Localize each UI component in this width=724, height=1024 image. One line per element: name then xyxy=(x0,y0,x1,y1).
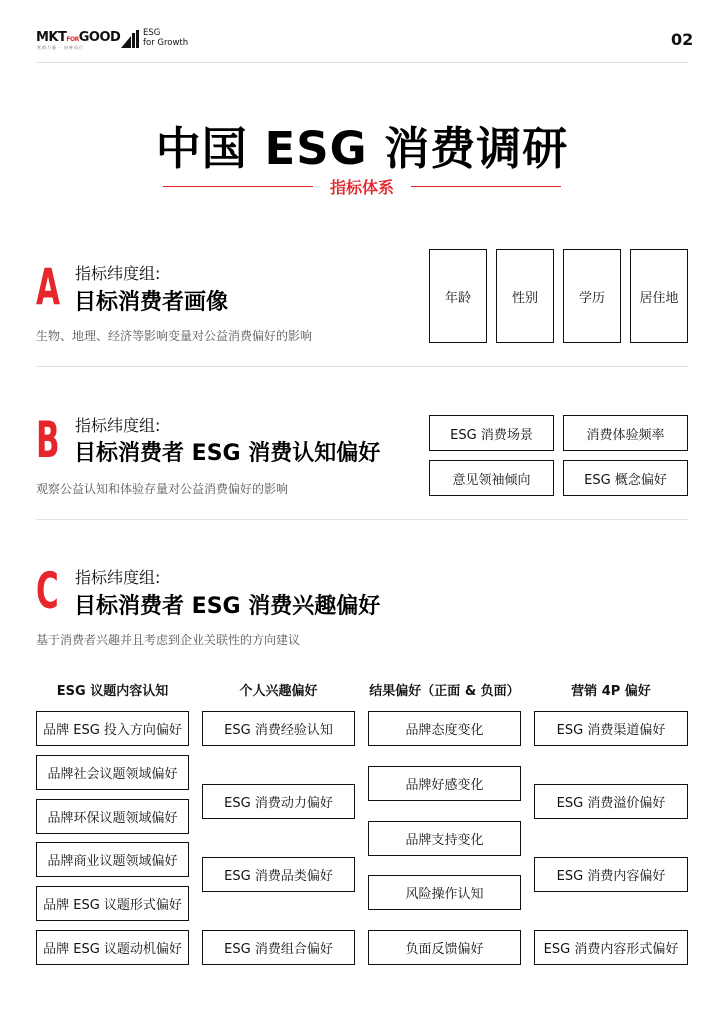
section-c-label: 指标纬度组: xyxy=(75,568,161,587)
header-divider xyxy=(36,62,688,63)
section-b-label: 指标纬度组: xyxy=(75,416,161,435)
column-1-item: 品牌 ESG 议题动机偏好 xyxy=(36,930,189,965)
column-3-item: 负面反馈偏好 xyxy=(368,930,521,965)
subtitle-line-left xyxy=(163,186,313,187)
column-4-item: ESG 消费渠道偏好 xyxy=(534,711,688,746)
section-a-tag: 年龄 xyxy=(429,249,487,343)
column-2-item: ESG 消费组合偏好 xyxy=(202,930,355,965)
page-title: 中国 ESG 消费调研 xyxy=(155,122,569,175)
column-4-item: ESG 消费溢价偏好 xyxy=(534,784,688,819)
section-a-tag: 性别 xyxy=(496,249,554,343)
column-2-item: ESG 消费动力偏好 xyxy=(202,784,355,819)
column-1-item: 品牌 ESG 投入方向偏好 xyxy=(36,711,189,746)
section-c-heading: 目标消费者 ESG 消费兴趣偏好 xyxy=(74,594,381,619)
section-a-tag: 学历 xyxy=(563,249,621,343)
esg-logo-line1: ESG xyxy=(143,28,161,38)
column-1-item: 品牌商业议题领域偏好 xyxy=(36,842,189,877)
column-header: 营销 4P 偏好 xyxy=(571,684,651,699)
column-3-item: 品牌态度变化 xyxy=(368,711,521,746)
section-a-tag: 居住地 xyxy=(630,249,688,343)
subtitle-line-right xyxy=(411,186,561,187)
column-4-item: ESG 消费内容形式偏好 xyxy=(534,930,688,965)
page-header xyxy=(0,0,724,64)
section-b-letter: B xyxy=(36,411,60,469)
column-header: ESG 议题内容认知 xyxy=(56,684,169,699)
page-number: 02 xyxy=(671,30,694,49)
column-1-item: 品牌社会议题领域偏好 xyxy=(36,755,189,790)
section-c-letter: C xyxy=(36,562,59,620)
section-a-label: 指标纬度组: xyxy=(75,264,161,283)
page-subtitle: 指标体系 xyxy=(329,178,394,197)
section-b-tag: 消费体验频率 xyxy=(563,415,688,451)
column-3-item: 品牌支持变化 xyxy=(368,821,521,856)
section-b-tag: ESG 概念偏好 xyxy=(563,460,688,496)
section-a-letter: A xyxy=(36,258,60,316)
subtitle-block xyxy=(0,175,724,199)
section-a-description: 生物、地理、经济等影响变量对公益消费偏好的影响 xyxy=(36,329,313,343)
column-header: 结果偏好（正面 & 负面） xyxy=(369,684,520,699)
section-b-description: 观察公益认知和体验存量对公益消费偏好的影响 xyxy=(36,482,289,496)
section-c-description: 基于消费者兴趣并且考虑到企业关联性的方向建议 xyxy=(36,633,301,647)
section-divider xyxy=(36,366,688,367)
esg-logo-line2: for Growth xyxy=(143,38,189,48)
section-divider xyxy=(36,519,688,520)
column-header: 个人兴趣偏好 xyxy=(239,684,318,699)
section-a-heading: 目标消费者画像 xyxy=(74,290,229,315)
column-3-item: 品牌好感变化 xyxy=(368,766,521,801)
esg-for-growth-logo xyxy=(121,28,191,50)
column-3-item: 风险操作认知 xyxy=(368,875,521,910)
mkt-for-good-logo: MKTFORGOOD xyxy=(36,30,121,45)
column-1-item: 品牌环保议题领域偏好 xyxy=(36,799,189,834)
column-2-item: ESG 消费品类偏好 xyxy=(202,857,355,892)
section-b-heading: 目标消费者 ESG 消费认知偏好 xyxy=(74,441,381,466)
section-b-tag: ESG 消费场景 xyxy=(429,415,554,451)
mkt-logo-tagline: 营销力量 · 向善而行 xyxy=(37,45,84,50)
section-b-tag: 意见领袖倾向 xyxy=(429,460,554,496)
column-1-item: 品牌 ESG 议题形式偏好 xyxy=(36,886,189,921)
esg-logo-mark-icon xyxy=(121,30,139,48)
column-4-item: ESG 消费内容偏好 xyxy=(534,857,688,892)
column-2-item: ESG 消费经验认知 xyxy=(202,711,355,746)
